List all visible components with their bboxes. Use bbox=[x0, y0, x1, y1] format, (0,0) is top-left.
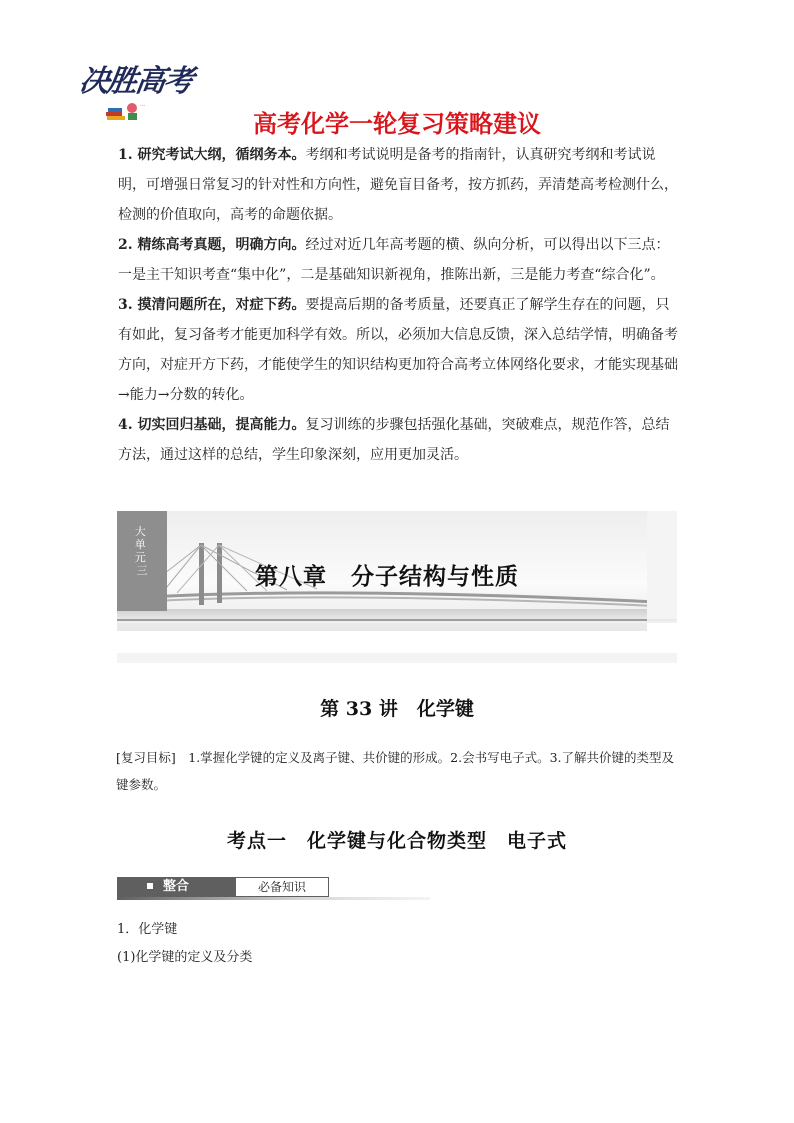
square-bullet-icon bbox=[147, 883, 153, 889]
section-title: 考点一 化学键与化合物类型 电子式 bbox=[226, 830, 567, 852]
unit-char-2: 单 bbox=[134, 538, 146, 551]
strategy-head: 1. 研究考试大纲，循纲务本。 bbox=[118, 147, 306, 163]
chapter-title: 第八章 分子结构与性质 bbox=[255, 564, 519, 590]
strategy-body: 复习训练的步骤包括强化基础，突破难点，规范作答，总结方法，通过这样的总结，学生印象深刻，应用更加灵活。 bbox=[118, 417, 670, 463]
strategy-item bbox=[118, 290, 678, 410]
strategy-body: 要提高后期的备考质量，还要真正了解学生存在的问题，只有如此，复习备考才能更加科学有效。所以，必须加大信息反馈，深入总结学情，明确备考方向，对症开方下药，才能使学生的知识结构更加符合高考立体网络化要求，才能实现基础→能力→分数的转化。 bbox=[118, 297, 678, 403]
unit-char-3: 元 bbox=[134, 551, 146, 564]
unit-char-1: 大 bbox=[134, 525, 146, 538]
banner-unit-label bbox=[135, 524, 150, 577]
item-subheading: (1)化学键的定义及分类 bbox=[117, 950, 253, 965]
item-heading: 1．化学键 bbox=[117, 922, 178, 937]
tag-underline bbox=[117, 897, 430, 900]
section-tag bbox=[117, 877, 430, 899]
logo-text: 决胜高考 bbox=[77, 64, 194, 99]
svg-text:…: … bbox=[140, 102, 145, 108]
strategy-item bbox=[118, 140, 678, 230]
review-goal: [复习目标] 1.掌握化学键的定义及离子键、共价键的形成。2.会书写电子式。3.了解共价键的类型及键参数。 bbox=[116, 750, 675, 792]
tag-main-label: 整合 bbox=[163, 879, 190, 894]
strategy-head: 4. 切实回归基础，提高能力。 bbox=[118, 417, 306, 433]
page-title: 高考化学一轮复习策略建议 bbox=[253, 110, 541, 138]
strategy-head: 2. 精练高考真题，明确方向。 bbox=[118, 237, 306, 253]
strategy-head: 3. 摸清问题所在，对症下药。 bbox=[118, 297, 306, 313]
strategy-item bbox=[118, 410, 678, 470]
strategy-list bbox=[118, 140, 678, 470]
strategy-body: 经过对近几年高考题的横、纵向分析，可以得出以下三点：一是主干知识考查“集中化”，二是基础知识新视角，推陈出新，三是能力考查“综合化”。 bbox=[118, 237, 670, 283]
tag-sub: 必备知识 bbox=[235, 877, 329, 897]
lecture-title: 第 33 讲 化学键 bbox=[320, 698, 474, 720]
strategy-item bbox=[118, 230, 678, 290]
tag-main bbox=[117, 877, 235, 897]
strategy-body: 考纲和考试说明是备考的指南针，认真研究考纲和考试说明，可增强日常复习的针对性和方向性，避免盲目备考，按方抓药，弄清楚高考检测什么，检测的价值取向，高考的命题依据。 bbox=[118, 147, 678, 223]
unit-char-4: 三 bbox=[136, 564, 148, 577]
